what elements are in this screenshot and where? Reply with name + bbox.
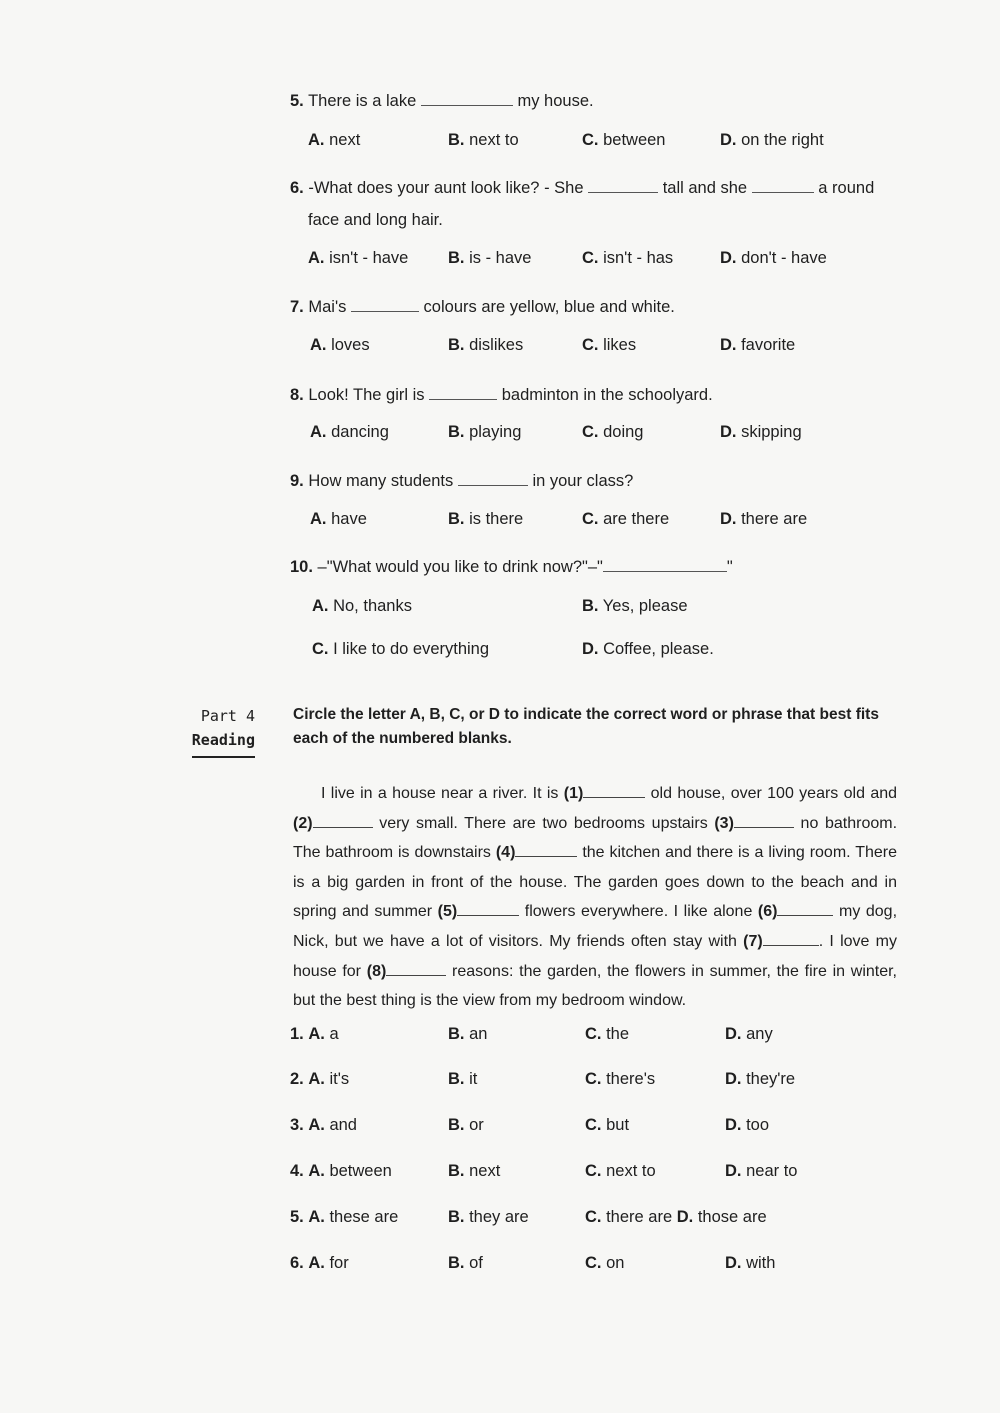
question-text: a round <box>818 179 875 197</box>
reading-answer-2 <box>290 1070 900 1100</box>
option-b: B. next <box>448 1162 501 1180</box>
option-b: B. they are <box>448 1208 529 1226</box>
option-a: A. loves <box>310 336 370 354</box>
passage-blank <box>313 814 373 828</box>
question-text: Look! The girl is <box>308 386 425 404</box>
question-text: in your class? <box>532 472 634 490</box>
question-number: 9. <box>290 472 304 490</box>
option-b: B. of <box>448 1254 483 1272</box>
answer-blank <box>351 297 419 312</box>
passage-blank <box>515 843 577 857</box>
question-number: 7. <box>290 298 304 316</box>
option-b: B. dislikes <box>448 336 524 354</box>
question-text: Mai's <box>308 298 347 316</box>
part-4-instruction: Circle the letter A, B, C, or D to indicate the correct word or phrase that best fits each of the numbered blanks. <box>293 706 879 747</box>
options-q5 <box>290 131 900 161</box>
option-a: A. No, thanks <box>312 597 412 615</box>
option-a: A. next <box>308 131 361 149</box>
reading-answer-3 <box>290 1116 900 1146</box>
option-c: C. likes <box>582 336 637 354</box>
option-b: B. it <box>448 1070 478 1088</box>
blank-number: (3) <box>714 814 734 832</box>
passage-blank <box>583 784 645 798</box>
options-q10-row2 <box>290 640 900 670</box>
blank-number: (1) <box>563 785 584 802</box>
option-d: D. too <box>725 1116 770 1134</box>
option-b: B. Yes, please <box>582 597 688 615</box>
passage-text: the kitchen and there is a living room. There is a big garden in front of the house. The garden goes down to the beach and in spring and summer <box>293 844 898 921</box>
passage-blank <box>763 932 819 946</box>
answer-blank <box>458 471 528 486</box>
passage-blank <box>734 814 794 828</box>
question-8 <box>290 380 900 410</box>
option-b: B. is there <box>448 510 524 528</box>
answer-blank <box>421 91 513 106</box>
reading-answer-6 <box>290 1254 900 1284</box>
option-d: D. with <box>725 1254 776 1272</box>
option-d: D. on the right <box>720 131 824 149</box>
question-6 <box>290 173 900 203</box>
question-number: 5. <box>290 92 304 110</box>
reading-answer-4 <box>290 1162 900 1192</box>
part-number: Part 4 <box>200 707 255 725</box>
blank-number: (2) <box>293 814 313 832</box>
passage-text: my dog, Nick, but we have a lot of visitors. My friends often stay with <box>293 903 898 950</box>
question-text: There is a lake <box>308 92 417 110</box>
option-a: 3. A. and <box>290 1116 357 1134</box>
option-a: 2. A. it's <box>290 1070 350 1088</box>
answer-blank <box>752 178 814 193</box>
option-b: B. an <box>448 1025 488 1043</box>
question-number: 10. <box>290 558 313 576</box>
option-c: C. I like to do everything <box>312 640 490 658</box>
blank-number: (7) <box>743 932 763 950</box>
question-text: –"What would you like to drink now?"–" <box>317 558 603 576</box>
part-4-label <box>175 704 255 758</box>
option-c: C. next to <box>585 1162 656 1180</box>
blank-number: (8) <box>366 962 387 980</box>
options-q6 <box>290 249 900 279</box>
question-text: tall and she <box>662 179 748 197</box>
option-d: D. they're <box>725 1070 796 1088</box>
option-c: C. are there <box>582 510 670 528</box>
passage-text: . I love my house for <box>293 932 898 980</box>
option-d: D. near to <box>725 1162 798 1180</box>
question-text: " <box>726 558 733 576</box>
option-c: C. the <box>585 1025 630 1043</box>
question-6-line2 <box>308 205 918 235</box>
option-d: D. there are <box>720 510 808 528</box>
option-d: D. don't - have <box>720 249 827 267</box>
passage-blank <box>777 902 833 916</box>
option-a: 4. A. between <box>290 1162 392 1180</box>
option-a: A. have <box>310 510 367 528</box>
option-c: C. there are D. those are <box>585 1208 767 1226</box>
options-q9 <box>290 510 900 540</box>
passage-text: I live in a house near a river. It is <box>321 785 559 802</box>
passage-blank <box>457 902 519 916</box>
passage-text: flowers everywhere. I like alone <box>524 903 753 921</box>
option-b: B. next to <box>448 131 519 149</box>
question-number: 8. <box>290 386 304 404</box>
question-number: 6. <box>290 179 304 197</box>
part-title: Reading <box>192 728 255 758</box>
question-text: my house. <box>517 92 594 110</box>
option-a: A. dancing <box>310 423 389 441</box>
question-10 <box>290 552 900 582</box>
option-b: B. is - have <box>448 249 532 267</box>
blank-number: (4) <box>495 844 516 862</box>
blank-number: (6) <box>757 903 778 921</box>
question-text: colours are yellow, blue and white. <box>423 298 675 316</box>
passage-text: old house, over 100 years old and <box>650 785 898 802</box>
reading-answer-5 <box>290 1208 900 1238</box>
question-text: -What does your aunt look like? - She <box>308 179 584 197</box>
option-a: 5. A. these are <box>290 1208 399 1226</box>
option-a: 1. A. a <box>290 1025 339 1043</box>
option-c: C. between <box>582 131 666 149</box>
option-c: C. but <box>585 1116 630 1134</box>
answer-blank <box>603 557 727 572</box>
option-a: A. isn't - have <box>308 249 409 267</box>
passage-text: reasons: the garden, the flowers in summer, the fire in winter, but the best thing is the view from my bedroom window. <box>293 962 898 1010</box>
reading-passage <box>293 779 897 1016</box>
passage-text: no bathroom. The bathroom is downstairs <box>293 814 898 862</box>
answer-blank <box>429 385 497 400</box>
options-q7 <box>290 336 900 366</box>
reading-answer-1 <box>290 1025 900 1055</box>
option-b: B. or <box>448 1116 484 1134</box>
option-a: 6. A. for <box>290 1254 349 1272</box>
option-d: D. favorite <box>720 336 796 354</box>
options-q10 <box>290 597 900 627</box>
option-d: D. skipping <box>720 423 802 441</box>
option-c: C. on <box>585 1254 625 1272</box>
answer-blank <box>588 178 658 193</box>
option-b: B. playing <box>448 423 522 441</box>
question-text: How many students <box>308 472 454 490</box>
question-text: badminton in the schoolyard. <box>501 386 713 404</box>
blank-number: (5) <box>437 903 458 921</box>
question-7 <box>290 292 900 322</box>
option-c: C. doing <box>582 423 644 441</box>
options-q8 <box>290 423 900 453</box>
option-c: C. there's <box>585 1070 656 1088</box>
option-d: D. any <box>725 1025 773 1043</box>
question-text: face and long hair. <box>308 211 443 229</box>
question-5 <box>290 86 900 116</box>
passage-blank <box>386 962 446 976</box>
question-9 <box>290 466 900 496</box>
option-c: C. isn't - has <box>582 249 674 267</box>
option-d: D. Coffee, please. <box>582 640 714 658</box>
passage-text: very small. There are two bedrooms upstairs <box>379 814 708 832</box>
